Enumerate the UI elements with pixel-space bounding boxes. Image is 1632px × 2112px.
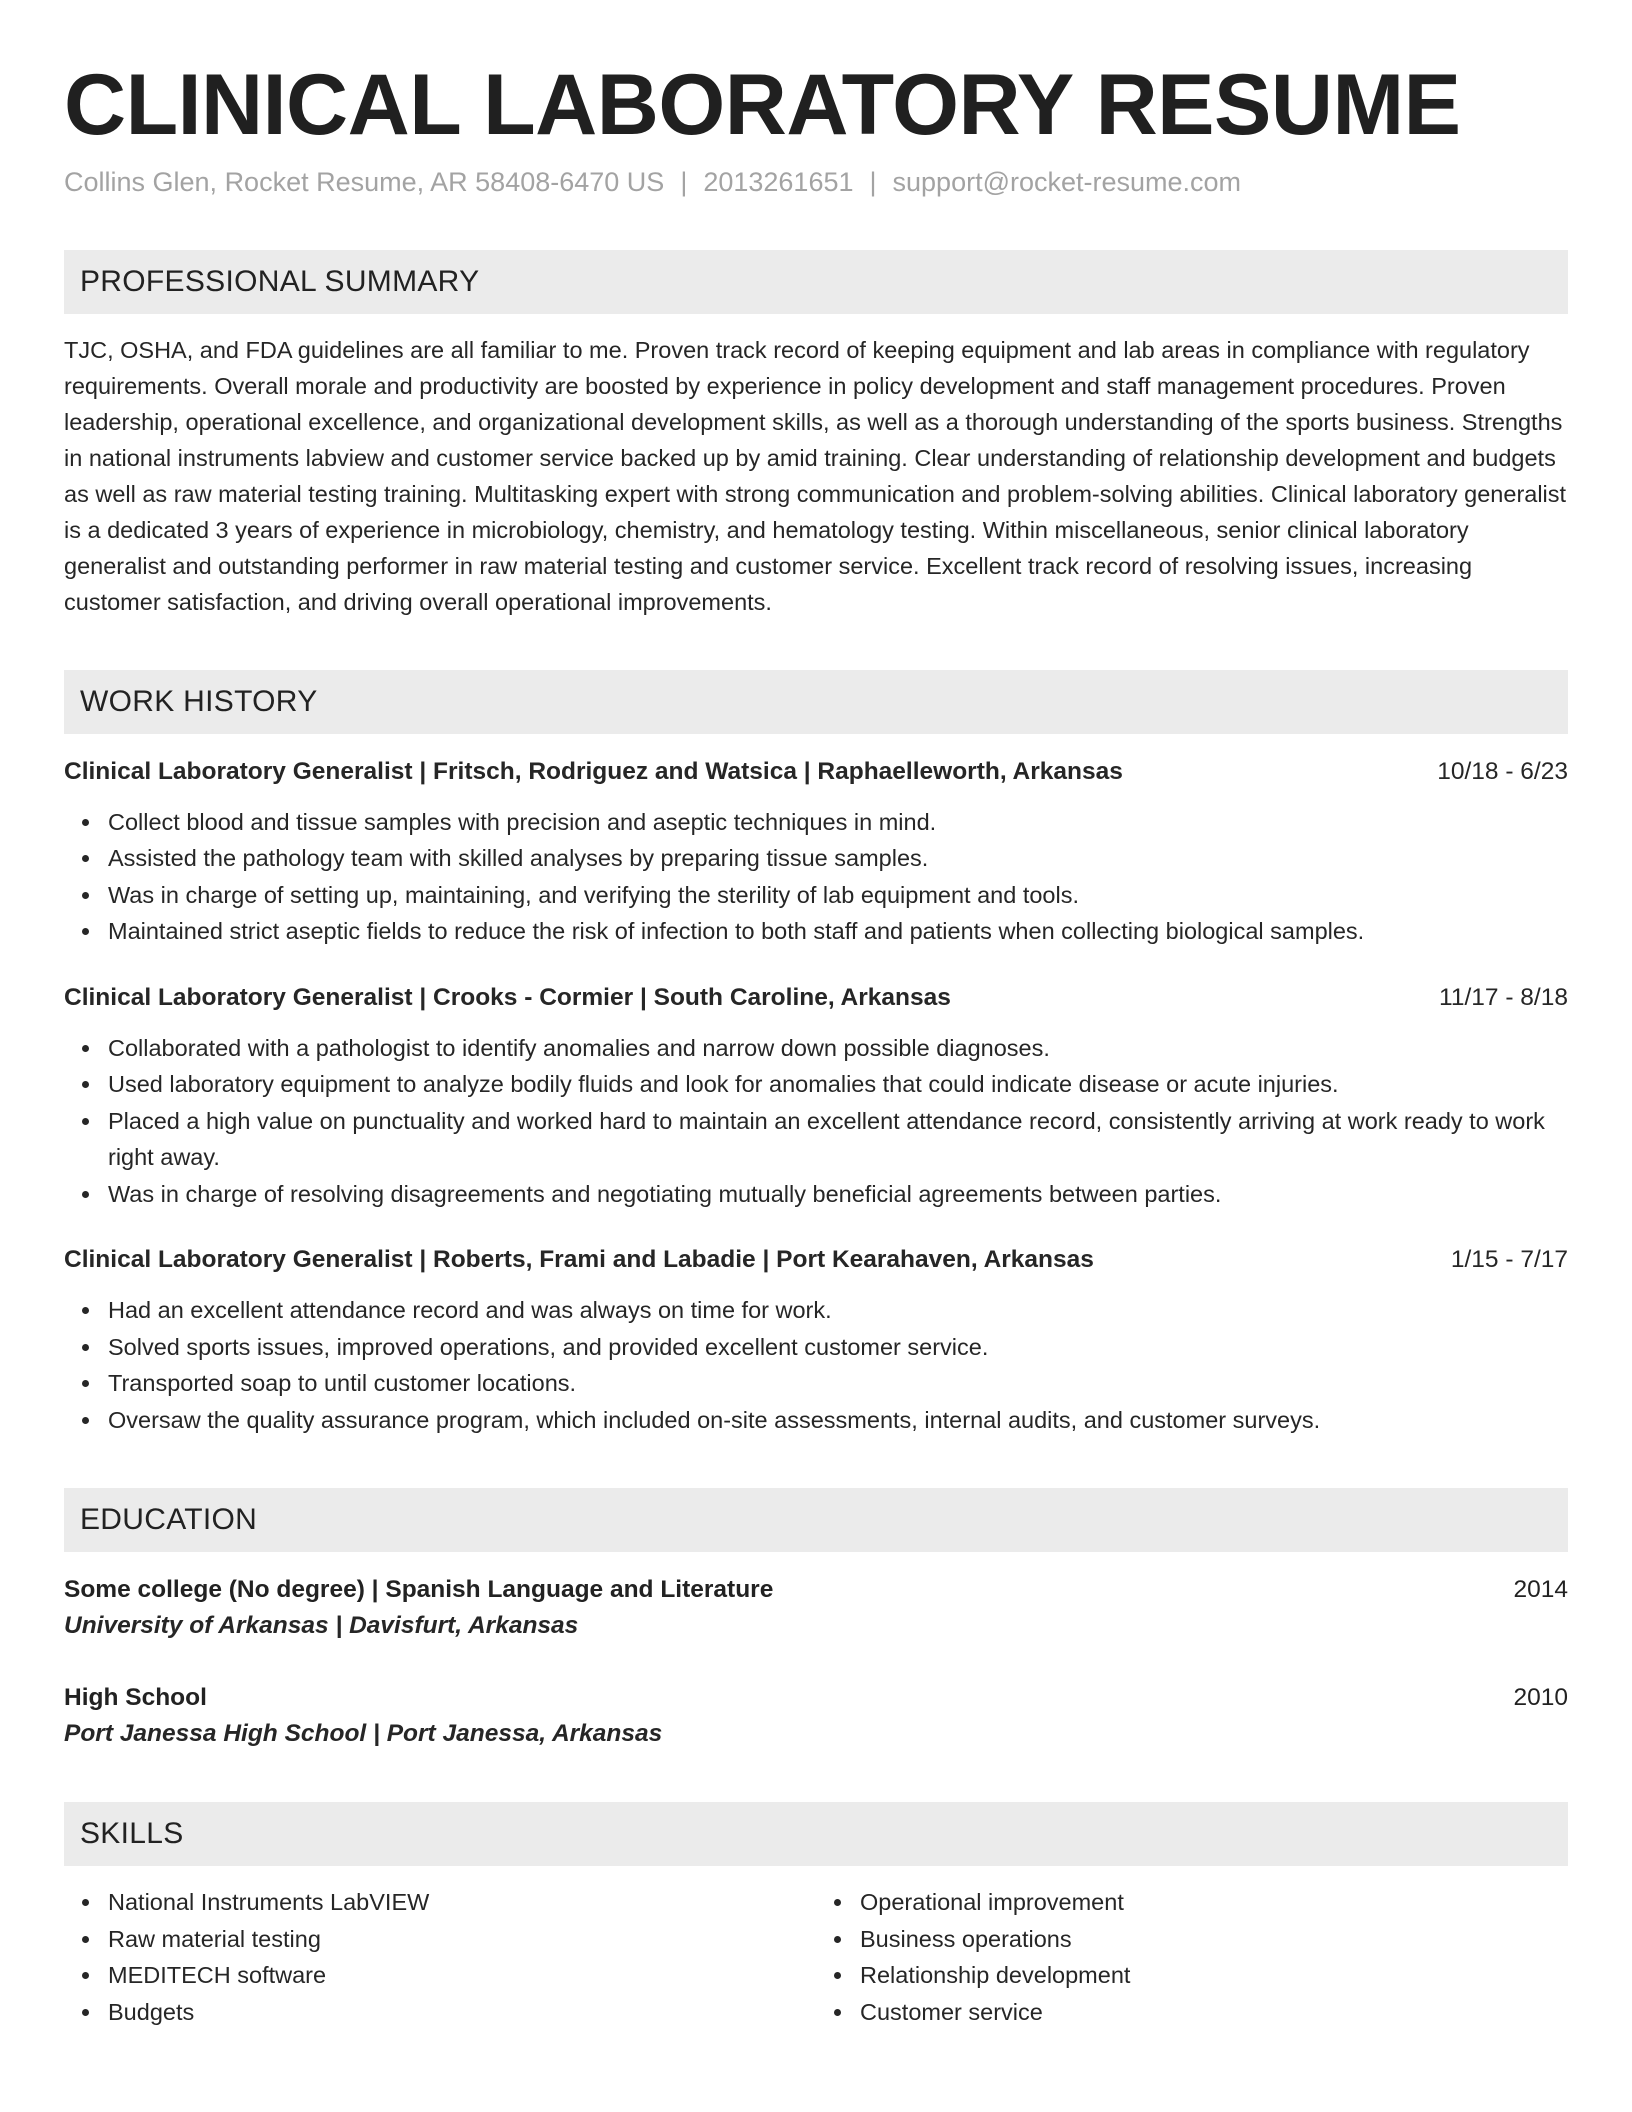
job-title: Clinical Laboratory Generalist | Crooks - Cormier | South Caroline, Arkansas	[64, 983, 951, 1011]
education-year: 2014	[1513, 1576, 1568, 1604]
education-title: High School	[64, 1684, 207, 1712]
education-school: University of Arkansas | Davisfurt, Arkansas	[64, 1612, 579, 1640]
list-item: Solved sports issues, improved operations, and provided excellent customer service.	[108, 1329, 1568, 1366]
list-item: Collaborated with a pathologist to identify anomalies and narrow down possible diagnoses.	[108, 1030, 1568, 1067]
job-title: Clinical Laboratory Generalist | Fritsch, Rodriguez and Watsica | Raphaelleworth, Arkansas	[64, 757, 1123, 785]
list-item: Placed a high value on punctuality and worked hard to maintain an excellent attendance record, consistently arriving at work ready to work right away.	[108, 1103, 1568, 1176]
resume-title: CLINICAL LABORATORY RESUME	[64, 57, 1461, 153]
job-dates: 1/15 - 7/17	[1450, 1246, 1568, 1274]
skill-item: Raw material testing	[108, 1921, 816, 1958]
job-entry	[64, 754, 1568, 950]
job-dates: 10/18 - 6/23	[1437, 757, 1568, 785]
list-item: Was in charge of setting up, maintaining, and verifying the sterility of lab equipment and tools.	[108, 877, 1568, 914]
contact-email: support@rocket-resume.com	[892, 166, 1242, 197]
skill-item: Customer service	[860, 1994, 1568, 2031]
contact-separator: |	[869, 166, 877, 197]
education-school: Port Janessa High School | Port Janessa, Arkansas	[64, 1720, 663, 1748]
job-title: Clinical Laboratory Generalist | Roberts, Frami and Labadie | Port Kearahaven, Arkansas	[64, 1246, 1094, 1274]
skill-item: Operational improvement	[860, 1884, 1568, 1921]
job-dates: 11/17 - 8/18	[1439, 983, 1568, 1011]
list-item: Maintained strict aseptic fields to reduce the risk of infection to both staff and patients when collecting biological samples.	[108, 913, 1568, 950]
education-title: Some college (No degree) | Spanish Language and Literature	[64, 1576, 774, 1604]
job-entry	[64, 1242, 1568, 1438]
contact-line	[64, 165, 1568, 200]
list-item: Collect blood and tissue samples with precision and aseptic techniques in mind.	[108, 804, 1568, 841]
education-entry	[64, 1680, 1568, 1752]
skills-list-left	[64, 1884, 816, 2030]
skill-item: Budgets	[108, 1994, 816, 2031]
section-header-education: EDUCATION	[64, 1488, 1568, 1552]
list-item: Used laboratory equipment to analyze bodily fluids and look for anomalies that could indicate disease or acute injuries.	[108, 1066, 1568, 1103]
education-year: 2010	[1513, 1684, 1568, 1712]
summary-text: TJC, OSHA, and FDA guidelines are all familiar to me. Proven track record of keeping equipment and lab areas in compliance with regulatory requirements. Overall morale and productivity are boosted by experience in policy development and staff management procedures. Proven leadership, operational excellence, and organizational development skills, as well as a thorough understanding of the sports business. Strengths in national instruments labview and customer service backed up by amid training. Clear understanding of relationship development and budgets as well as raw material testing training. Multitasking expert with strong communication and problem-solving abilities. Clinical laboratory generalist is a dedicated 3 years of experience in microbiology, chemistry, and hematology testing. Within miscellaneous, senior clinical laboratory generalist and outstanding performer in raw material testing and customer service. Excellent track record of resolving issues, increasing customer satisfaction, and driving overall operational improvements.	[64, 336, 1567, 615]
skills-list-right	[816, 1884, 1568, 2030]
section-header-summary: PROFESSIONAL SUMMARY	[64, 250, 1568, 314]
skill-item: National Instruments LabVIEW	[108, 1884, 816, 1921]
section-header-skills: SKILLS	[64, 1802, 1568, 1866]
contact-address: Collins Glen, Rocket Resume, AR 58408-6470 US	[64, 166, 665, 197]
job-bullets	[64, 804, 1568, 950]
education-entry	[64, 1572, 1568, 1644]
job-bullets	[64, 1030, 1568, 1213]
job-bullets	[64, 1292, 1568, 1438]
list-item: Transported soap to until customer locations.	[108, 1365, 1568, 1402]
list-item: Had an excellent attendance record and was always on time for work.	[108, 1292, 1568, 1329]
contact-phone: 2013261651	[703, 166, 854, 197]
skill-item: Business operations	[860, 1921, 1568, 1958]
contact-separator: |	[680, 166, 688, 197]
skill-item: Relationship development	[860, 1957, 1568, 1994]
job-entry	[64, 980, 1568, 1213]
section-header-work-history: WORK HISTORY	[64, 670, 1568, 734]
list-item: Assisted the pathology team with skilled analyses by preparing tissue samples.	[108, 840, 1568, 877]
skill-item: MEDITECH software	[108, 1957, 816, 1994]
list-item: Was in charge of resolving disagreements and negotiating mutually beneficial agreements between parties.	[108, 1176, 1568, 1213]
list-item: Oversaw the quality assurance program, which included on-site assessments, internal audits, and customer surveys.	[108, 1402, 1568, 1439]
skills-columns	[64, 1884, 1568, 2030]
